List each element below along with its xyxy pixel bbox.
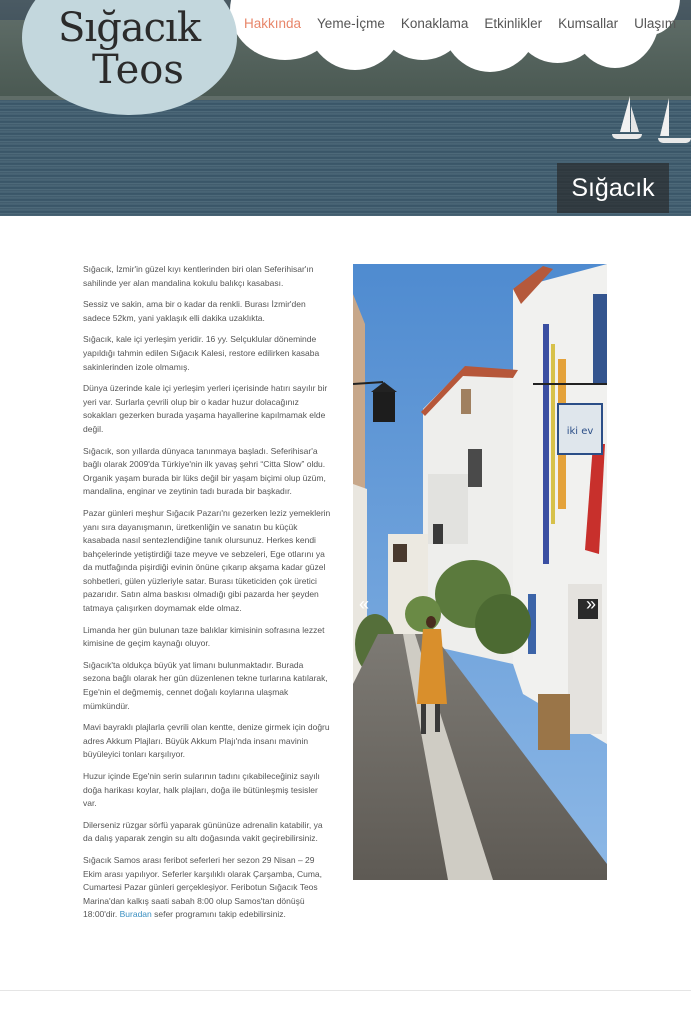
image-slider (353, 264, 607, 880)
logo-line2: Teos (92, 47, 184, 93)
slider-next-arrow[interactable]: » (586, 594, 597, 614)
street-photo (353, 264, 607, 880)
schedule-link[interactable]: Buradan (119, 909, 152, 920)
paragraph: Mavi bayraklı plajlarla çevrili olan kentte, denize girmek için doğru adres Akkum Plajları. Büyük Akkum Plajı'nda insanı mavinin büyüleyici tonları karşılıyor. (83, 722, 330, 760)
paragraph: Limanda her gün bulunan taze balıklar kimisinin sofrasına lezzet kimisine de geçim kaynağı oluyor. (83, 624, 325, 649)
page-title: Sığacık (571, 173, 655, 202)
paragraph: Sığacık, İzmir'in güzel kıyı kentlerinden biri olan Seferihisar'ın sahilinde yer alan mandalina kokulu balıkçı kasabası. (83, 264, 314, 288)
nav-item-konaklama[interactable]: Konaklama (400, 16, 469, 31)
paragraph: Sessiz ve sakin, ama bir o kadar da renkli. Burası İzmir'den sadece 52km, yani yaklaşık elli dakika uzaklıkta. (83, 299, 306, 323)
nav-item-kumsallar[interactable]: Kumsallar (558, 16, 619, 31)
slider-prev-arrow[interactable]: « (359, 594, 370, 614)
paragraph: Dilerseniz rüzgar sörfü yaparak gününüze adrenalin katabilir, ya da dalış yaparak zengin su altı doğasında vakit geçirebilirsiniz. (83, 819, 323, 844)
paragraph: Sığacık, son yıllarda dünyaca tanınmaya başladı. Seferihisar'a bağlı olarak 2009'da Türkiye'nin ilk yavaş şehri “Citta Slow” oldu. Organik yaşam burada bir lüks değil bir yaşam biçimi olup üzüm, mandalina, enginar ve zeytinin tadı burada bir başkadır. (83, 445, 326, 497)
paragraph: Sığacık'ta oldukça büyük yat limanı bulunmaktadır. Burada sezona bağlı olarak her gün düzenlenen tekne turlarına katılarak, Ege'nin el değmemiş, cennet doğalı koylarına ulaşmak mümkündür. (83, 659, 328, 711)
nav-item-etkinlikler[interactable]: Etkinlikler (484, 16, 543, 31)
nav-item-hakkinda[interactable]: Hakkında (244, 16, 302, 31)
paragraph: Huzur içinde Ege'nin serin sularının tadını çıkabileceğiniz sayılı doğa harikası koylar, halk plajları, doğa ile bütünleşmiş tesisler var. (83, 771, 320, 809)
site-logo[interactable] (58, 5, 201, 93)
paragraph: Pazar günleri meşhur Sığacık Pazarı'nı gezerken leziz yemeklerin yanı sıra dayanışmanın, üretkenliğin ve sanatın bu küçük kasabada nasıl sentezlendiğine tanık olursunuz. Herkes kendi bahçelerinde yetiştirdiği taze meyve ve sebzeleri, Ege otlarını ya da mutfağında pişirdiği evinin önüne çıkarıp akşama kadar güzel sohbetleri, gülen yüzleriyle satar. Burası tüketiciden çok üretici pazarıdır. Satın alma baskısı olmadığı gibi pazarda her şeyden tatmaya çalışırken doymamak elde olmaz. (83, 507, 331, 614)
logo-line1: Sığacık (58, 5, 201, 51)
sign-text: iki ev (566, 426, 594, 437)
article-content (83, 263, 333, 930)
paragraph: Sığacık, kale içi yerleşim yeridir. 16 yy. Selçuklular döneminde yapıldığı tahmin edilen Sığacık Kalesi, restore edilirken kasaba sakinlerinden izole olmamış. (83, 334, 320, 372)
ferry-text: Sığacık Samos arası feribot seferleri her sezon 29 Nisan – 29 Ekim arası yapılıyor. Seferler karşılıklı olarak Çarşamba, Cuma, Cumartesi Pazar günleri gerçekleşiyor. Feribotun Sığacık Teos Marina'dan kalkış saati sabah 8:00 olup Samos'tan dönüşü 18:00'dir. (83, 854, 323, 920)
ferry-text-after: sefer programını takip edebilirsiniz. (151, 909, 286, 920)
page-title-box (557, 163, 669, 213)
nav-item-ulasim[interactable]: Ulaşım (634, 16, 677, 31)
paragraph: Dünya üzerinde kale içi yerleşim yerleri içerisinde hatırı sayılır bir yeri var. Surlarla çevrili olup bir o kadar huzur dolacağınız sokakları gezerken burada yaşama hayallerine kapılmamak elde değil. (83, 383, 328, 434)
paragraph-ferry (83, 854, 333, 922)
nav-item-yeme-icme[interactable]: Yeme-İçme (317, 16, 385, 31)
hero-banner (0, 0, 691, 216)
main-navigation (244, 16, 691, 31)
footer-divider (0, 990, 691, 991)
